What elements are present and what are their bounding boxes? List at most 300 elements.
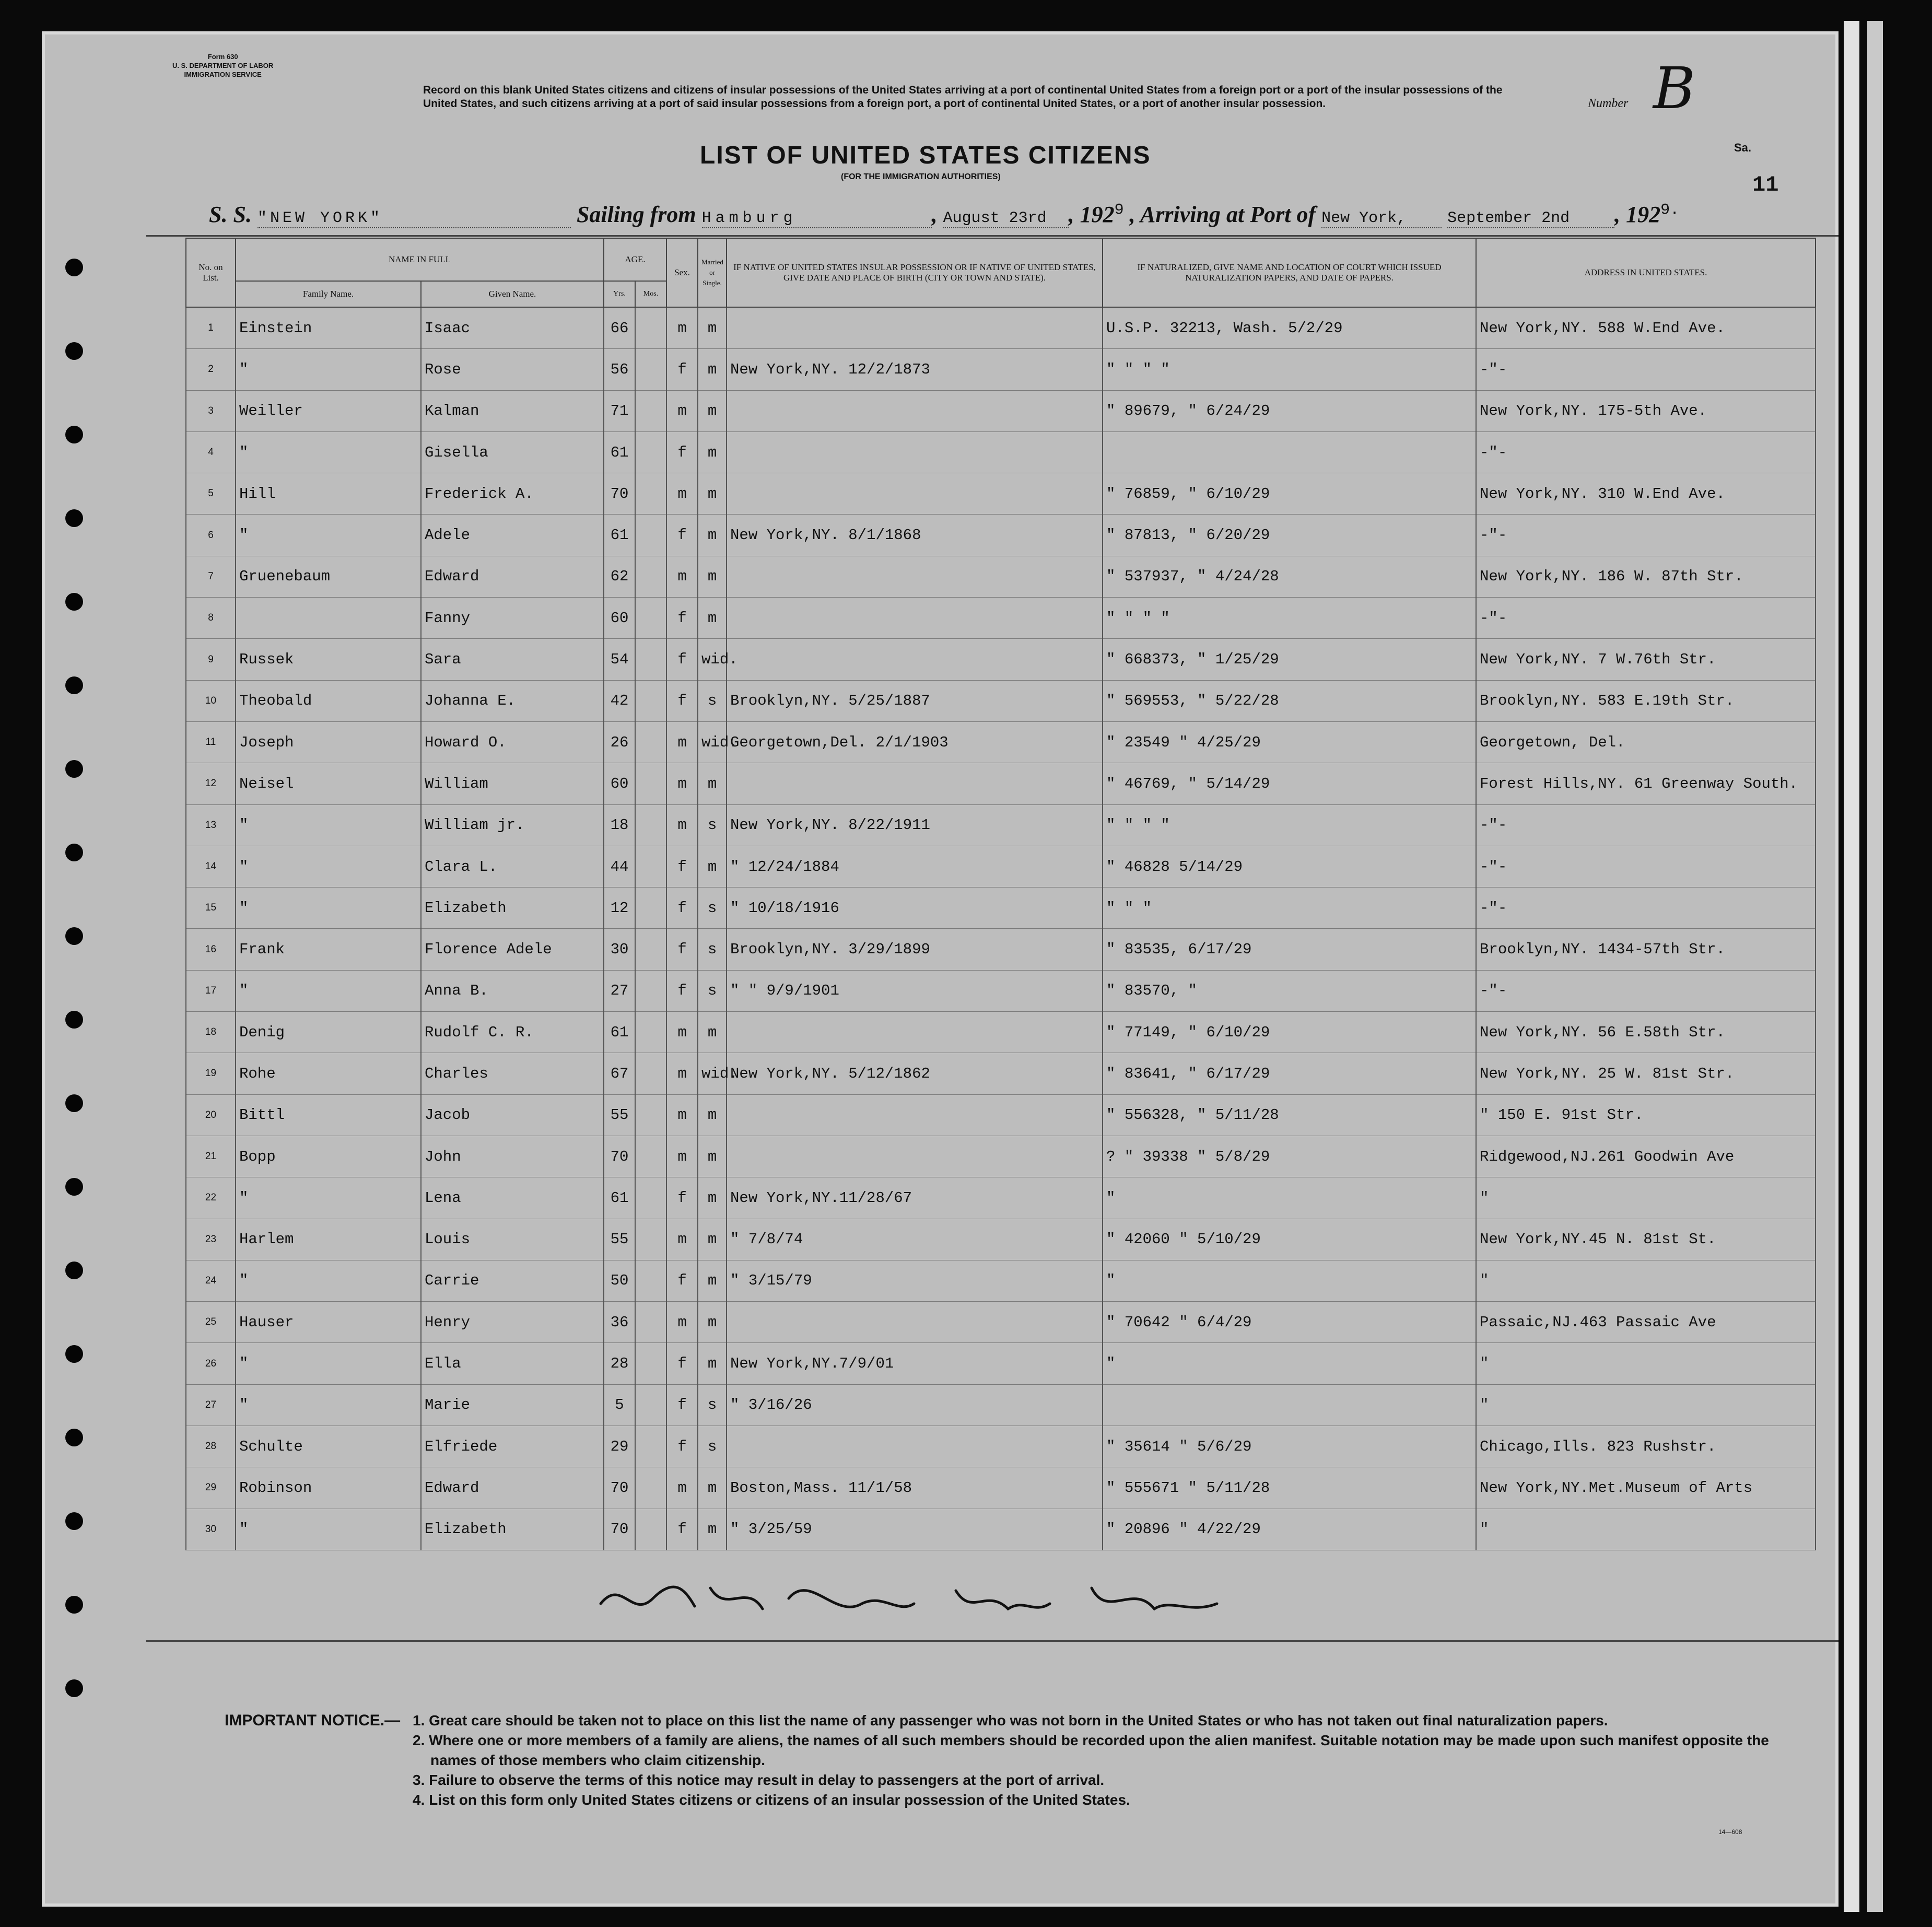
naturalization: " 35614 " 5/6/29 — [1103, 1426, 1476, 1467]
table-row — [186, 1136, 1816, 1177]
departure-year-prefix: 192 — [1080, 202, 1115, 227]
row-number: 2 — [186, 349, 236, 390]
birth-place-date: New York,NY. 12/2/1873 — [727, 349, 1103, 390]
family-name: Hill — [236, 473, 421, 515]
age-months — [635, 431, 666, 473]
birth-place-date — [727, 1136, 1103, 1177]
col-sex: Sex. — [666, 238, 698, 307]
row-number: 18 — [186, 1012, 236, 1053]
punch-hole — [65, 1512, 83, 1530]
given-name: Isaac — [421, 307, 604, 349]
age-years: 29 — [604, 1426, 635, 1467]
us-address: New York,NY. 56 E.58th Str. — [1476, 1012, 1816, 1053]
handwritten-annotation — [590, 1567, 1269, 1625]
age-years: 55 — [604, 1094, 635, 1136]
given-name: Johanna E. — [421, 680, 604, 721]
age-months — [635, 1384, 666, 1426]
sex: f — [666, 846, 698, 887]
family-name — [236, 598, 421, 639]
given-name: Louis — [421, 1219, 604, 1260]
sex: m — [666, 1467, 698, 1509]
us-address: New York,NY. 310 W.End Ave. — [1476, 473, 1816, 515]
age-months — [635, 721, 666, 763]
us-address: Brooklyn,NY. 583 E.19th Str. — [1476, 680, 1816, 721]
age-years: 28 — [604, 1343, 635, 1384]
notice-item: 4. List on this form only United States citizens or citizens of an insular possession of the United States. — [413, 1792, 1130, 1808]
marital-status: s — [698, 680, 727, 721]
row-number: 7 — [186, 556, 236, 597]
naturalization: " 556328, " 5/11/28 — [1103, 1094, 1476, 1136]
table-row — [186, 1302, 1816, 1343]
row-number: 19 — [186, 1053, 236, 1094]
family-name: Robinson — [236, 1467, 421, 1509]
given-name: Jacob — [421, 1094, 604, 1136]
row-number: 16 — [186, 929, 236, 970]
table-row — [186, 515, 1816, 556]
age-years: 70 — [604, 473, 635, 515]
us-address: -"- — [1476, 887, 1816, 929]
row-number: 25 — [186, 1302, 236, 1343]
birth-place-date — [727, 307, 1103, 349]
table-row — [186, 473, 1816, 515]
age-months — [635, 1302, 666, 1343]
age-years: 54 — [604, 639, 635, 680]
us-address: New York,NY. 588 W.End Ave. — [1476, 307, 1816, 349]
marital-status: m — [698, 307, 727, 349]
given-name: Carrie — [421, 1260, 604, 1301]
given-name: Elizabeth — [421, 1509, 604, 1550]
age-years: 30 — [604, 929, 635, 970]
punch-hole — [65, 509, 83, 527]
sex: f — [666, 887, 698, 929]
family-name: Bittl — [236, 1094, 421, 1136]
age-years: 56 — [604, 349, 635, 390]
sex: f — [666, 639, 698, 680]
us-address: -"- — [1476, 515, 1816, 556]
marital-status: m — [698, 1136, 727, 1177]
given-name: Elizabeth — [421, 887, 604, 929]
birth-place-date: Brooklyn,NY. 5/25/1887 — [727, 680, 1103, 721]
form-identifier — [172, 52, 273, 79]
notice-item: 1. Great care should be taken not to place on this list the name of any passenger who was not born in the United States or who has not taken out final naturalization papers. — [413, 1712, 1608, 1729]
table-row — [186, 1012, 1816, 1053]
age-months — [635, 763, 666, 804]
given-name: Clara L. — [421, 846, 604, 887]
row-number: 12 — [186, 763, 236, 804]
naturalization: " " " — [1103, 887, 1476, 929]
naturalization: " 83535, 6/17/29 — [1103, 929, 1476, 970]
marital-status: wid. — [698, 1053, 727, 1094]
birth-place-date — [727, 1302, 1103, 1343]
us-address: " — [1476, 1177, 1816, 1219]
table-row — [186, 970, 1816, 1011]
marital-status: m — [698, 1177, 727, 1219]
naturalization — [1103, 1384, 1476, 1426]
col-address: ADDRESS IN UNITED STATES. — [1476, 238, 1816, 307]
birth-place-date: " 7/8/74 — [727, 1219, 1103, 1260]
sex: f — [666, 1426, 698, 1467]
row-number: 23 — [186, 1219, 236, 1260]
punch-hole — [65, 1679, 83, 1697]
table-row — [186, 846, 1816, 887]
naturalization: " 46828 5/14/29 — [1103, 846, 1476, 887]
us-address: -"- — [1476, 598, 1816, 639]
age-months — [635, 846, 666, 887]
sex: f — [666, 680, 698, 721]
row-number: 27 — [186, 1384, 236, 1426]
given-name: Ella — [421, 1343, 604, 1384]
row-number: 29 — [186, 1467, 236, 1509]
age-years: 61 — [604, 515, 635, 556]
age-years: 66 — [604, 307, 635, 349]
marital-status: m — [698, 556, 727, 597]
punch-hole — [65, 593, 83, 611]
punch-hole — [65, 1178, 83, 1196]
us-address: -"- — [1476, 846, 1816, 887]
naturalization: " — [1103, 1177, 1476, 1219]
marital-status: m — [698, 846, 727, 887]
age-years: 44 — [604, 846, 635, 887]
sex: m — [666, 721, 698, 763]
age-years: 61 — [604, 431, 635, 473]
birth-place-date: New York,NY. 8/1/1868 — [727, 515, 1103, 556]
table-row — [186, 1426, 1816, 1467]
arrival-date: September 2nd — [1447, 209, 1614, 228]
row-number: 28 — [186, 1426, 236, 1467]
col-naturalized: IF NATURALIZED, GIVE NAME AND LOCATION OF COURT WHICH ISSUED NATURALIZATION PAPERS, AND DATE OF PAPERS. — [1103, 238, 1476, 307]
table-row — [186, 1219, 1816, 1260]
naturalization: " 569553, " 5/22/28 — [1103, 680, 1476, 721]
age-months — [635, 929, 666, 970]
form-instructions: Record on this blank United States citizens and citizens of insular possessions of the United States arriving at a port of continental United States from a foreign port or a port of the insular possessions of the United States, and such citizens arriving at a port of said insular possessions from a foreign port, a port of continental United States, or a port of another insular possession. — [423, 84, 1503, 110]
sex: m — [666, 1136, 698, 1177]
age-years: 71 — [604, 390, 635, 431]
table-row — [186, 1509, 1816, 1550]
given-name: Lena — [421, 1177, 604, 1219]
table-row — [186, 349, 1816, 390]
arrival-year-digit: 9. — [1660, 201, 1680, 219]
age-years: 61 — [604, 1012, 635, 1053]
us-address: " — [1476, 1260, 1816, 1301]
birth-place-date: New York,NY.7/9/01 — [727, 1343, 1103, 1384]
naturalization: " 537937, " 4/24/28 — [1103, 556, 1476, 597]
us-address: New York,NY. 186 W. 87th Str. — [1476, 556, 1816, 597]
naturalization: " — [1103, 1343, 1476, 1384]
family-name: Weiller — [236, 390, 421, 431]
header-rule — [146, 235, 1839, 237]
given-name: Elfriede — [421, 1426, 604, 1467]
age-months — [635, 887, 666, 929]
birth-place-date: " 3/16/26 — [727, 1384, 1103, 1426]
naturalization: " 77149, " 6/10/29 — [1103, 1012, 1476, 1053]
naturalization: " 83641, " 6/17/29 — [1103, 1053, 1476, 1094]
sex: f — [666, 1509, 698, 1550]
page-title: LIST OF UNITED STATES CITIZENS — [700, 142, 1151, 169]
footer-rule — [146, 1640, 1839, 1642]
col-family-name: Family Name. — [236, 281, 421, 307]
family-name: Frank — [236, 929, 421, 970]
family-name: Theobald — [236, 680, 421, 721]
age-months — [635, 804, 666, 846]
naturalization: U.S.P. 32213, Wash. 5/2/29 — [1103, 307, 1476, 349]
form-number: Form 630 — [207, 53, 238, 61]
naturalization — [1103, 431, 1476, 473]
punch-hole — [65, 342, 83, 360]
page-subtitle: (FOR THE IMMIGRATION AUTHORITIES) — [841, 172, 1001, 181]
punch-hole — [65, 1429, 83, 1446]
age-months — [635, 639, 666, 680]
age-months — [635, 1053, 666, 1094]
birth-place-date — [727, 390, 1103, 431]
punch-hole — [65, 259, 83, 276]
punch-hole — [65, 844, 83, 861]
table-row — [186, 1467, 1816, 1509]
punch-hole — [65, 1011, 83, 1029]
department-name: U. S. DEPARTMENT OF LABOR — [172, 62, 274, 69]
marital-status: m — [698, 1094, 727, 1136]
age-years: 36 — [604, 1302, 635, 1343]
birth-place-date: Brooklyn,NY. 3/29/1899 — [727, 929, 1103, 970]
age-years: 12 — [604, 887, 635, 929]
punch-hole — [65, 1345, 83, 1363]
given-name: Sara — [421, 639, 604, 680]
naturalization: " 42060 " 5/10/29 — [1103, 1219, 1476, 1260]
table-row — [186, 763, 1816, 804]
naturalization: ? " 39338 " 5/8/29 — [1103, 1136, 1476, 1177]
age-months — [635, 349, 666, 390]
sex: f — [666, 1177, 698, 1219]
given-name: Gisella — [421, 431, 604, 473]
departure-port: Hamburg — [702, 209, 932, 228]
notice-item: 2. Where one or more members of a family are aliens, the names of all such members should be recorded upon the alien manifest. Suitable notation may be made upon such manifest opposite the names of those members who claim citizenship. — [413, 1732, 1769, 1768]
punch-hole — [65, 1596, 83, 1614]
age-years: 50 — [604, 1260, 635, 1301]
punch-hole — [65, 1262, 83, 1279]
naturalization: " 89679, " 6/24/29 — [1103, 390, 1476, 431]
sex: m — [666, 473, 698, 515]
age-years: 5 — [604, 1384, 635, 1426]
marital-status: m — [698, 763, 727, 804]
birth-place-date — [727, 431, 1103, 473]
sailing-label: Sailing from — [576, 202, 696, 227]
row-number: 21 — [186, 1136, 236, 1177]
us-address: Georgetown, Del. — [1476, 721, 1816, 763]
row-number: 3 — [186, 390, 236, 431]
row-number: 20 — [186, 1094, 236, 1136]
age-months — [635, 307, 666, 349]
marital-status: m — [698, 473, 727, 515]
marital-status: m — [698, 390, 727, 431]
departure-date: August 23rd — [943, 209, 1069, 228]
naturalization: " 555671 " 5/11/28 — [1103, 1467, 1476, 1509]
naturalization: " 83570, " — [1103, 970, 1476, 1011]
given-name: Edward — [421, 1467, 604, 1509]
arrival-port: New York, — [1321, 209, 1442, 228]
birth-place-date: " 3/25/59 — [727, 1509, 1103, 1550]
marital-status: s — [698, 1426, 727, 1467]
birth-place-date: New York,NY. 5/12/1862 — [727, 1053, 1103, 1094]
marital-status: wid. — [698, 639, 727, 680]
age-years: 27 — [604, 970, 635, 1011]
sex: m — [666, 1094, 698, 1136]
table-row — [186, 1384, 1816, 1426]
us-address: -"- — [1476, 804, 1816, 846]
naturalization: " 23549 " 4/25/29 — [1103, 721, 1476, 763]
voyage-line: S. S. "NEW YORK" Sailing from Hamburg , August 23rd , $192^9$ , Arriving at Port of New York, September 2nd , $192^{9.}$ — [209, 201, 1680, 227]
row-number: 11 — [186, 721, 236, 763]
marital-status: m — [698, 1260, 727, 1301]
family-name: " — [236, 431, 421, 473]
family-name: " — [236, 1509, 421, 1550]
row-number: 8 — [186, 598, 236, 639]
page-edge — [1867, 21, 1883, 1912]
punch-hole — [65, 676, 83, 694]
given-name: William — [421, 763, 604, 804]
marital-status: m — [698, 431, 727, 473]
punch-hole — [65, 927, 83, 945]
row-number: 30 — [186, 1509, 236, 1550]
passenger-rows — [186, 307, 1816, 1550]
family-name: Rohe — [236, 1053, 421, 1094]
arrival-year-prefix: 192 — [1626, 202, 1661, 227]
family-name: Bopp — [236, 1136, 421, 1177]
given-name: Charles — [421, 1053, 604, 1094]
table-row — [186, 804, 1816, 846]
age-years: 42 — [604, 680, 635, 721]
age-years: 70 — [604, 1467, 635, 1509]
passenger-table — [185, 238, 1816, 1550]
naturalization: " 87813, " 6/20/29 — [1103, 515, 1476, 556]
given-name: Adele — [421, 515, 604, 556]
row-number: 10 — [186, 680, 236, 721]
family-name: Einstein — [236, 307, 421, 349]
naturalization: " 668373, " 1/25/29 — [1103, 639, 1476, 680]
col-age: AGE. — [604, 238, 666, 281]
naturalization: " " " " — [1103, 349, 1476, 390]
birth-place-date: Boston,Mass. 11/1/58 — [727, 1467, 1103, 1509]
sex: m — [666, 804, 698, 846]
naturalization: " 20896 " 4/22/29 — [1103, 1509, 1476, 1550]
service-name: IMMIGRATION SERVICE — [184, 71, 262, 78]
birth-place-date — [727, 763, 1103, 804]
table-row — [186, 639, 1816, 680]
us-address: " — [1476, 1509, 1816, 1550]
birth-place-date: " " 9/9/1901 — [727, 970, 1103, 1011]
us-address: Chicago,Ills. 823 Rushstr. — [1476, 1426, 1816, 1467]
age-months — [635, 556, 666, 597]
family-name: Denig — [236, 1012, 421, 1053]
col-birth: IF NATIVE OF UNITED STATES INSULAR POSSESSION OR IF NATIVE OF UNITED STATES, GIVE DATE AND PLACE OF BIRTH (CITY OR TOWN AND STATE). — [727, 238, 1103, 307]
table-row — [186, 598, 1816, 639]
us-address: New York,NY. 7 W.76th Str. — [1476, 639, 1816, 680]
age-months — [635, 1260, 666, 1301]
table-row — [186, 680, 1816, 721]
us-address: Passaic,NJ.463 Passaic Ave — [1476, 1302, 1816, 1343]
col-yrs: Yrs. — [604, 281, 635, 307]
marital-status: wid. — [698, 721, 727, 763]
row-number: 13 — [186, 804, 236, 846]
given-name: Howard O. — [421, 721, 604, 763]
punch-hole — [65, 1094, 83, 1112]
row-number: 17 — [186, 970, 236, 1011]
notice-item: 3. Failure to observe the terms of this notice may result in delay to passengers at the port of arrival. — [413, 1772, 1105, 1788]
family-name: Harlem — [236, 1219, 421, 1260]
us-address: New York,NY.Met.Museum of Arts — [1476, 1467, 1816, 1509]
family-name: Russek — [236, 639, 421, 680]
sex: f — [666, 1260, 698, 1301]
table-row — [186, 1260, 1816, 1301]
given-name: Rudolf C. R. — [421, 1012, 604, 1053]
sex: f — [666, 431, 698, 473]
us-address: New York,NY.45 N. 81st St. — [1476, 1219, 1816, 1260]
us-address: -"- — [1476, 349, 1816, 390]
age-years: 60 — [604, 598, 635, 639]
footer-code: 14—608 — [1718, 1828, 1742, 1836]
age-months — [635, 1094, 666, 1136]
given-name: Rose — [421, 349, 604, 390]
birth-place-date: New York,NY. 8/22/1911 — [727, 804, 1103, 846]
marital-status: m — [698, 1219, 727, 1260]
family-name: " — [236, 1177, 421, 1219]
us-address: New York,NY. 175-5th Ave. — [1476, 390, 1816, 431]
table-row — [186, 431, 1816, 473]
departure-year-digit: 9 — [1114, 201, 1124, 219]
punch-hole — [65, 426, 83, 443]
sa-label: Sa. — [1734, 141, 1752, 154]
given-name: John — [421, 1136, 604, 1177]
family-name: " — [236, 970, 421, 1011]
sex: f — [666, 929, 698, 970]
marital-status: m — [698, 1467, 727, 1509]
table-row — [186, 887, 1816, 929]
age-years: 67 — [604, 1053, 635, 1094]
birth-place-date — [727, 1094, 1103, 1136]
age-months — [635, 390, 666, 431]
age-months — [635, 1426, 666, 1467]
sex: m — [666, 1053, 698, 1094]
marital-status: s — [698, 970, 727, 1011]
ss-label: S. S. — [209, 202, 252, 227]
birth-place-date: New York,NY.11/28/67 — [727, 1177, 1103, 1219]
age-months — [635, 1012, 666, 1053]
row-number: 24 — [186, 1260, 236, 1301]
birth-place-date: " 10/18/1916 — [727, 887, 1103, 929]
row-number: 15 — [186, 887, 236, 929]
table-row — [186, 390, 1816, 431]
given-name: William jr. — [421, 804, 604, 846]
punch-hole — [65, 760, 83, 778]
age-months — [635, 1136, 666, 1177]
age-years: 70 — [604, 1509, 635, 1550]
sex: f — [666, 1343, 698, 1384]
age-months — [635, 1343, 666, 1384]
col-mos: Mos. — [635, 281, 666, 307]
naturalization: " 46769, " 5/14/29 — [1103, 763, 1476, 804]
family-name: Joseph — [236, 721, 421, 763]
marital-status: m — [698, 1343, 727, 1384]
age-years: 61 — [604, 1177, 635, 1219]
age-months — [635, 1509, 666, 1550]
age-years: 26 — [604, 721, 635, 763]
age-years: 70 — [604, 1136, 635, 1177]
age-months — [635, 473, 666, 515]
sex: m — [666, 1219, 698, 1260]
us-address: Brooklyn,NY. 1434-57th Str. — [1476, 929, 1816, 970]
row-number: 22 — [186, 1177, 236, 1219]
family-name: Gruenebaum — [236, 556, 421, 597]
sex: f — [666, 598, 698, 639]
col-name-in-full: NAME IN FULL — [236, 238, 604, 281]
